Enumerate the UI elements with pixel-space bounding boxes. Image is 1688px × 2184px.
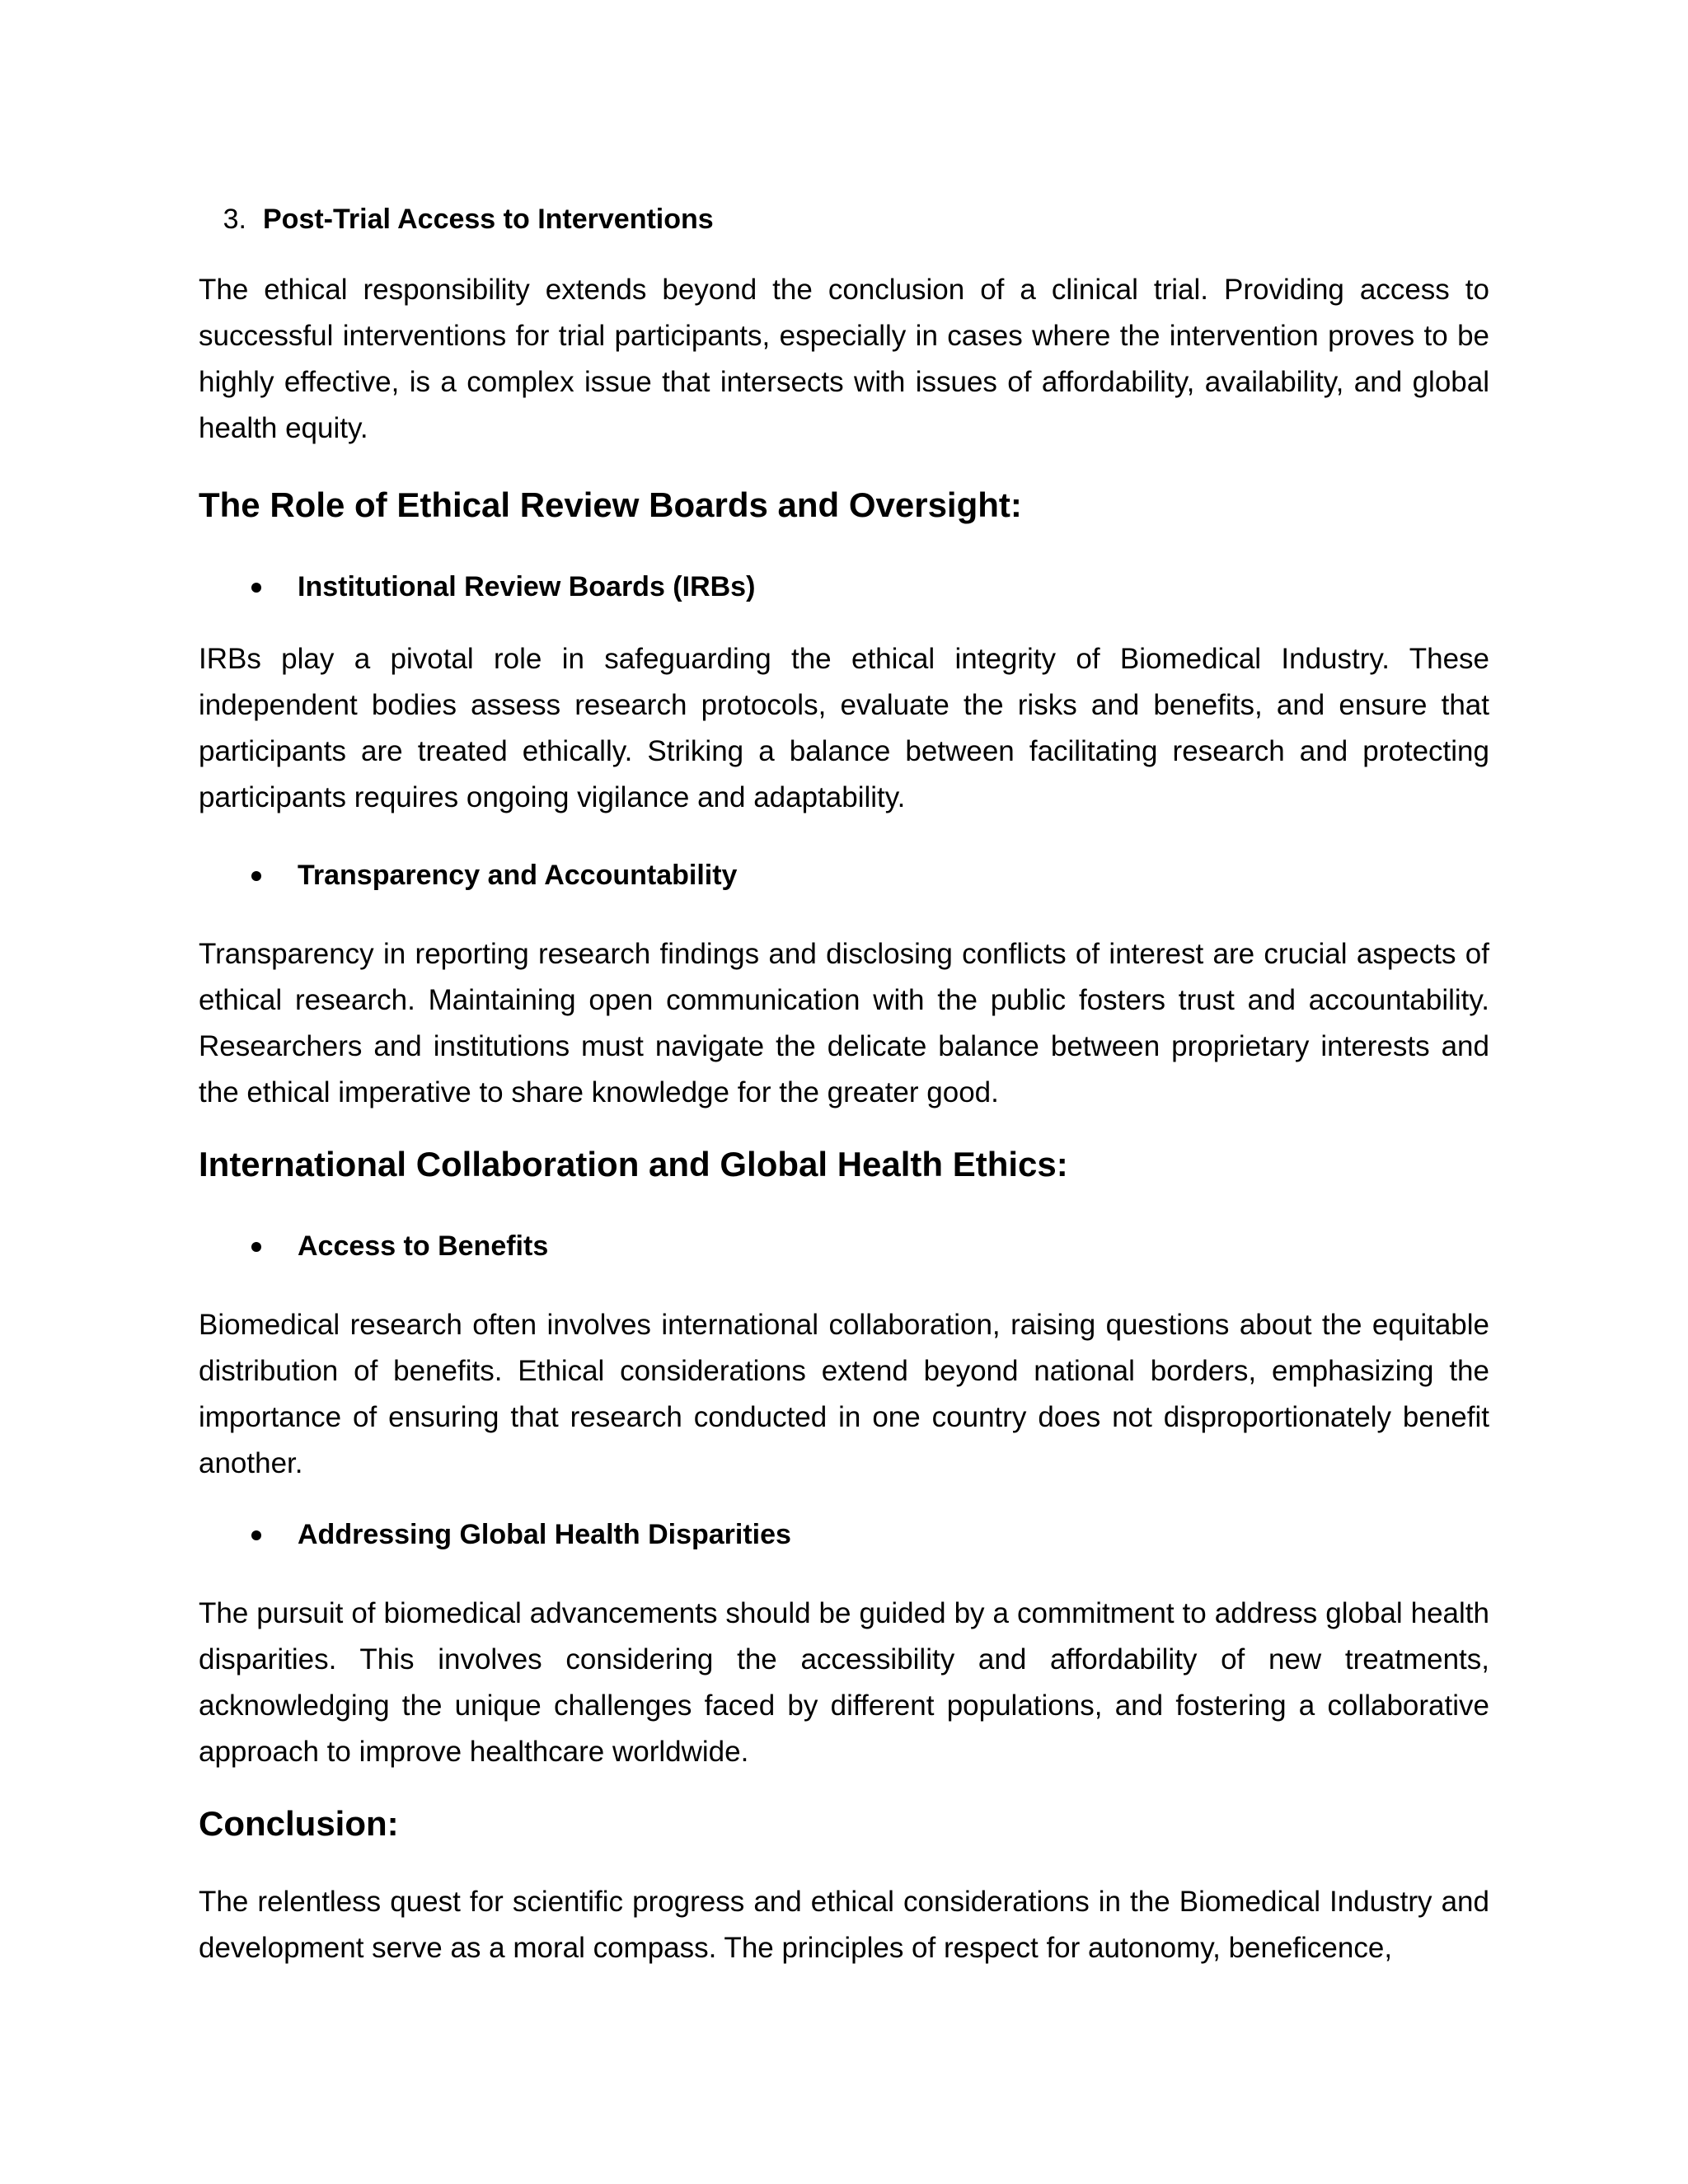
heading-international: International Collaboration and Global Health Ethics: [199,1145,1068,1183]
bullet-label: Institutional Review Boards (IRBs) [298,571,756,602]
heading-review-boards: The Role of Ethical Review Boards and Oversight: [199,485,1022,524]
paragraph-post-trial: The ethical responsibility extends beyond the conclusion of a clinical trial. Providing access to successful interventions for trial participants, especially in cases where the intervention proves to be highly effective, is a complex issue that intersects with issues of affordability, availability, and global health equity. [199,274,1489,444]
bullet-label: Access to Benefits [298,1230,549,1262]
paragraph-disparities: The pursuit of biomedical advancements should be guided by a commitment to address global health disparities. This involves considering the accessibility and affordability of new treatments, acknowledging the unique challenges faced by different populations, and fostering a collaborative approach to improve healthcare worldwide. [199,1597,1489,1768]
bullet-dot-icon [251,583,261,593]
numbered-heading-title: Post-Trial Access to Interventions [263,204,714,235]
bullet-label: Addressing Global Health Disparities [298,1519,791,1550]
bullet-dot-icon [251,1530,261,1540]
paragraph-irbs: IRBs play a pivotal role in safeguarding the ethical integrity of Biomedical Industry. These independent bodies assess research protocols, evaluate the risks and benefits, and ensure that participants are treated ethically. Striking a balance between facilitating research and protecting participants requires ongoing vigilance and adaptability. [199,643,1489,813]
bullet-dot-icon [251,871,261,881]
list-number: 3. [223,204,246,235]
paragraph-access-benefits: Biomedical research often involves international collaboration, raising questions about the equitable distribution of benefits. Ethical considerations extend beyond national borders, emphasizing the importance of ensuring that research conducted in one country does not disproportionately benefit another. [199,1309,1489,1479]
bullet-dot-icon [251,1242,261,1252]
bullet-label: Transparency and Accountability [298,860,738,891]
numbered-heading-post-trial [199,203,714,236]
paragraph-conclusion: The relentless quest for scientific progress and ethical considerations in the Biomedical Industry and development serve as a moral compass. The principles of respect for autonomy, beneficence, [199,1886,1489,1964]
heading-conclusion: Conclusion: [199,1804,399,1843]
paragraph-transparency: Transparency in reporting research findings and disclosing conflicts of interest are crucial aspects of ethical research. Maintaining open communication with the public fosters trust and accountability. Researchers and institutions must navigate the delicate balance between proprietary interests and the ethical imperative to share knowledge for the greater good. [199,938,1489,1108]
